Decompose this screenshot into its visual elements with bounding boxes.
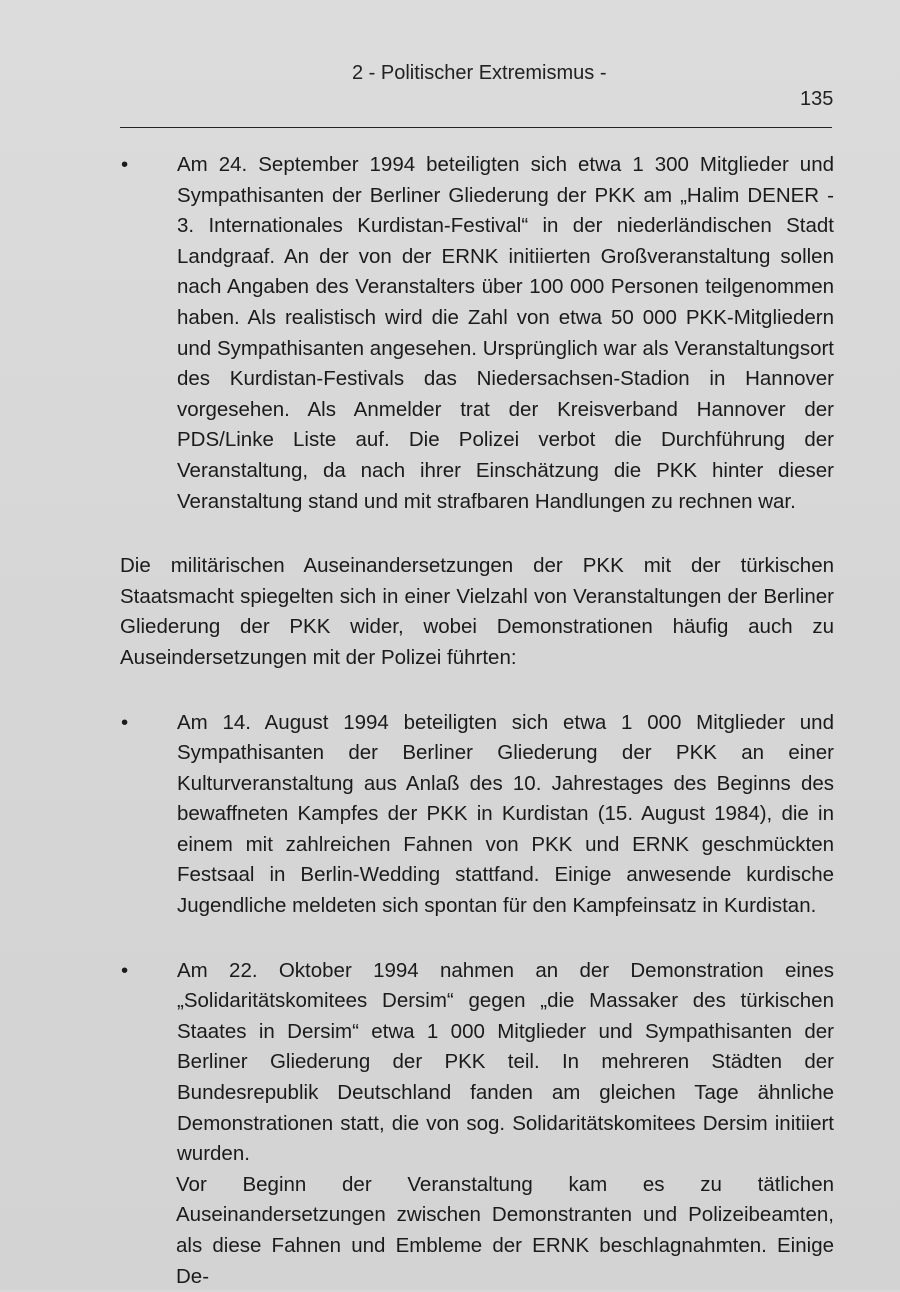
bullet-continuation: Vor Beginn der Veranstaltung kam es zu tätlichen Auseinandersetzungen zwischen Demonstranten und Polizeibeamten, als diese Fahnen und Embleme der ERNK beschlagnahmten. Einige De- [176, 1172, 834, 1288]
bullet-text: Am 14. August 1994 beteiligten sich etwa 1 000 Mitglieder und Sympathisanten der Berliner Gliederung der PKK an einer Kulturveranstaltung aus Anlaß des 10. Jahrestages des Beginns des bewaffneten Kampfes der PKK in Kurdistan (15. August 1984), die in einem mit zahlreichen Fahnen von PKK und ERNK geschmückten Festsaal in Berlin-Wedding stattfand. Einige anwesende kurdische Jugendliche meldeten sich spontan für den Kampfeinsatz in Kurdistan. [177, 710, 834, 918]
bullet-text: Am 22. Oktober 1994 nahmen an der Demonstration eines „Solidaritätskomitees Dersim“ gegen „die Massaker des türkischen Staates in Dersim“ etwa 1 000 Mitglieder und Sympathisanten der Berliner Gliederung der PKK teil. In mehreren Städten der Bundesrepublik Deutschland fanden am gleichen Tage ähnliche Demonstrationen statt, die von sog. Solidaritätskomitees Dersim initiiert wurden. [177, 958, 834, 1166]
page-number: 135 [800, 88, 834, 110]
running-header: 2 - Politischer Extremismus - [352, 62, 607, 84]
bullet-item [120, 150, 834, 517]
bullet-text: Am 24. September 1994 beteiligten sich etwa 1 300 Mitglieder und Sympathisanten der Berliner Gliederung der PKK am „Halim DENER - 3. Internationales Kurdistan-Festival“ in der niederländischen Stadt Landgraaf. An der von der ERNK initiierten Großveranstaltung sollen nach Angaben des Veranstalters über 100 000 Personen teilgenommen haben. Als realistisch wird die Zahl von etwa 50 000 PKK-Mitgliedern und Sympathisanten angesehen. Ursprünglich war als Veranstaltungsort des Kurdistan-Festivals das Niedersachsen-Stadion in Hannover vorgesehen. Als Anmelder trat der Kreisverband Hannover der PDS/Linke Liste auf. Die Polizei verbot die Durchführung der Veranstaltung, da nach ihrer Einschätzung die PKK hinter dieser Veranstaltung stand und mit strafbaren Handlungen zu rechnen war. [177, 153, 834, 513]
bullet-icon: • [121, 153, 129, 176]
page-body [120, 150, 834, 1292]
bullet-item [120, 956, 834, 1170]
body-paragraph: Die militärischen Auseinandersetzungen der PKK mit der türkischen Staatsmacht spiegelten sich in einer Vielzahl von Veranstaltungen der Berliner Gliederung der PKK wider, wobei Demonstrationen häufig auch zu Auseindersetzungen mit der Polizei führten: [120, 554, 834, 669]
bullet-item [120, 708, 834, 922]
bullet-icon: • [121, 710, 129, 734]
header-rule [120, 127, 832, 128]
bullet-icon: • [121, 958, 129, 982]
